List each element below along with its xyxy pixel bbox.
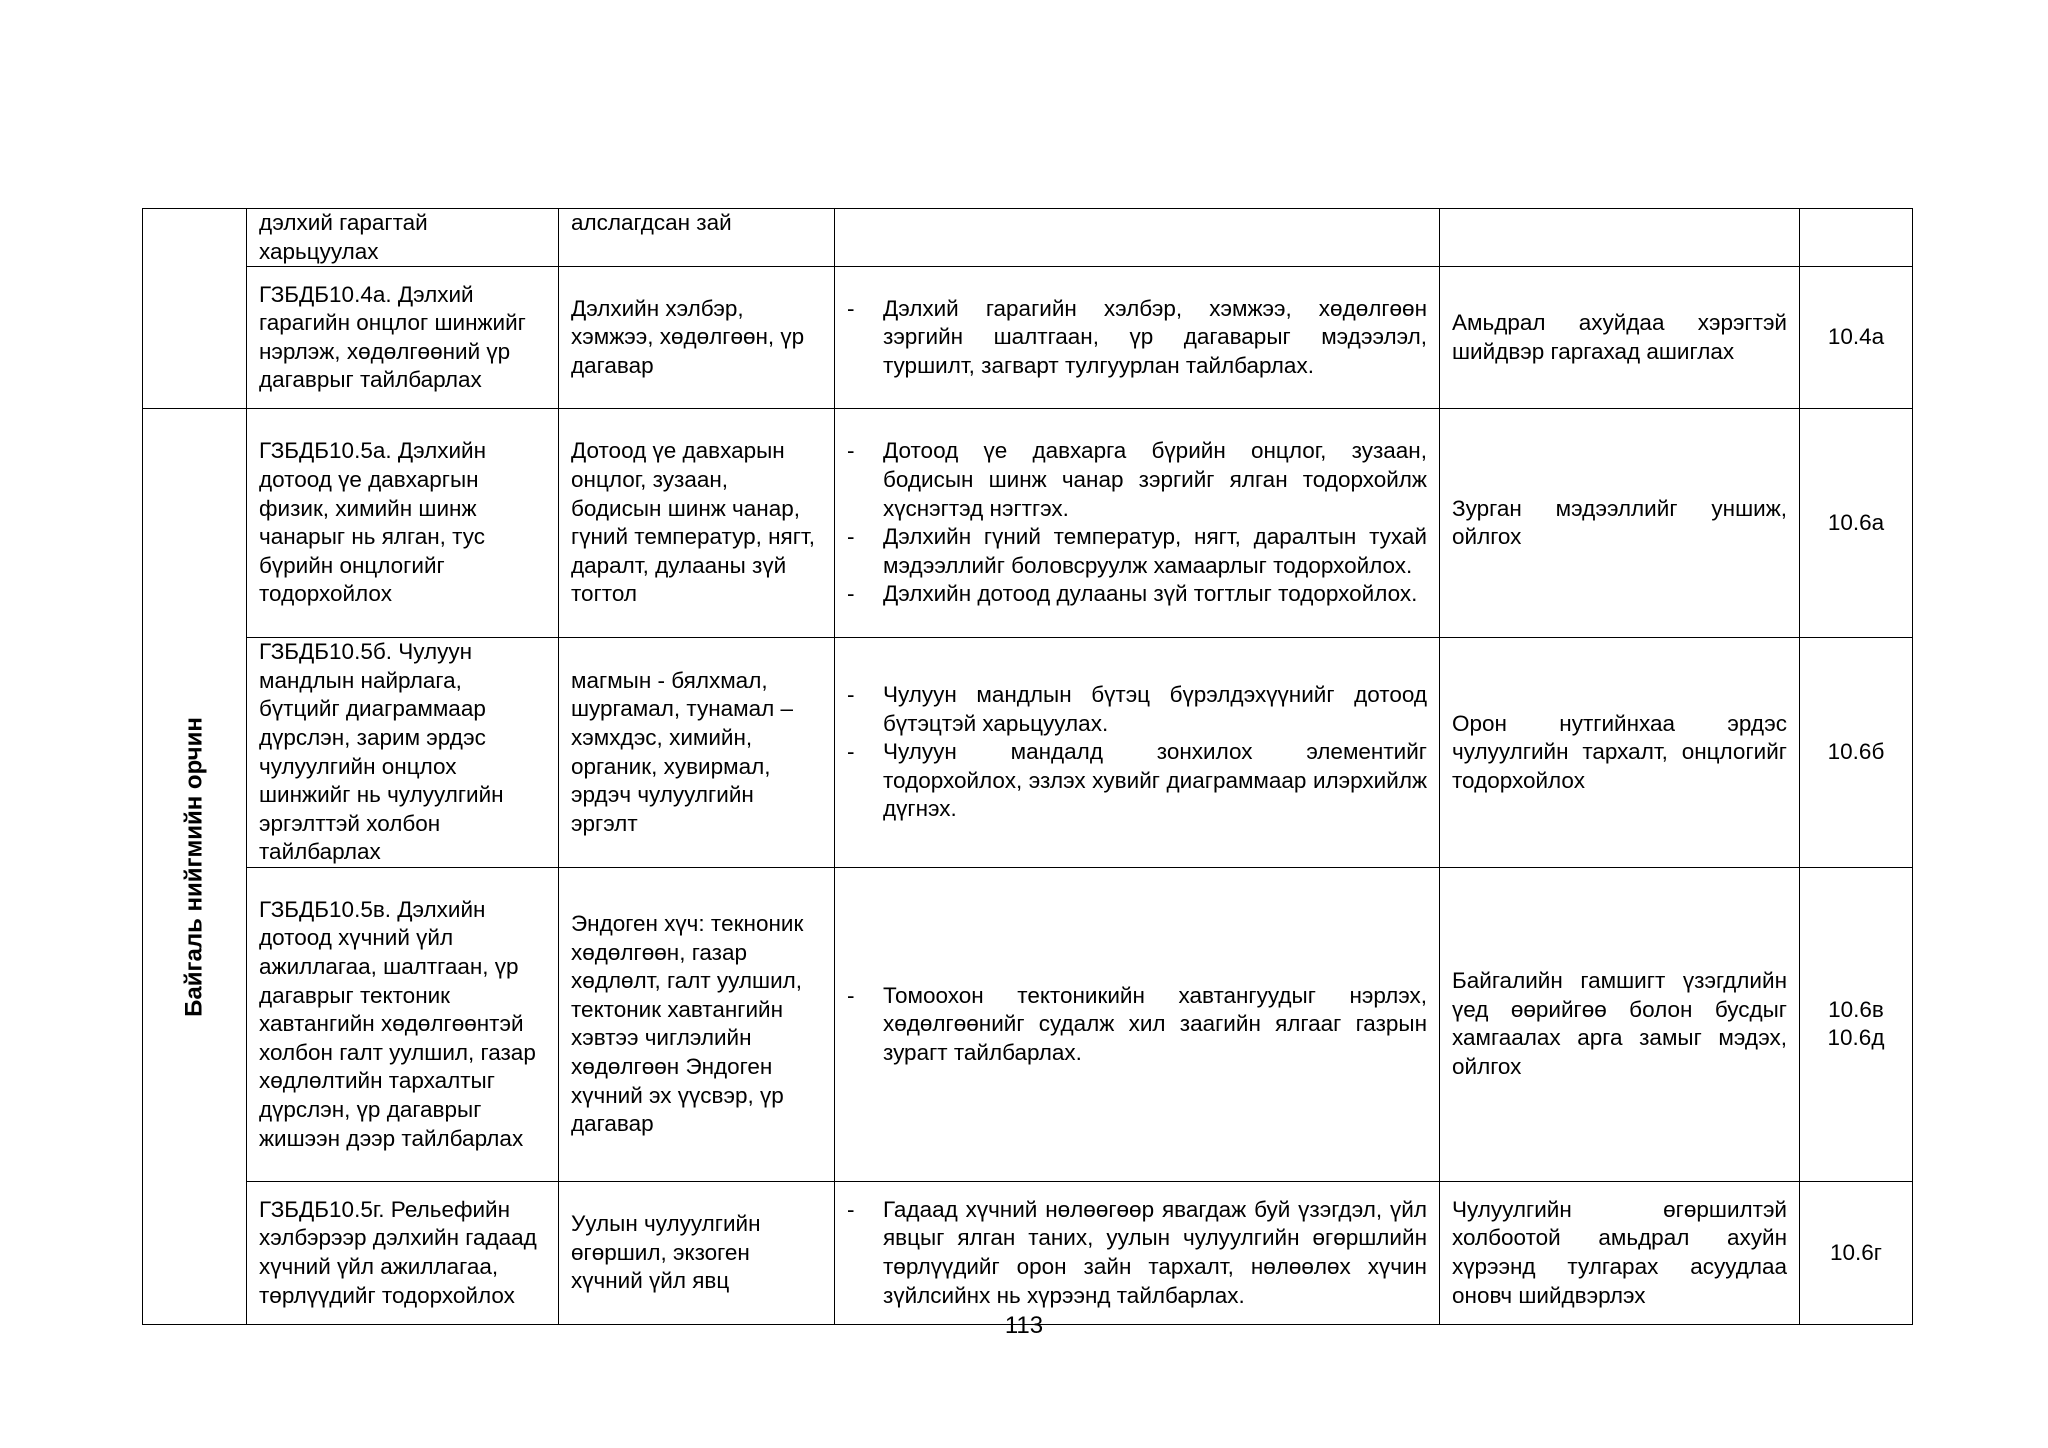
content-cell: Эндоген хүч: тeкноник хөдөлгөөн, газар хөдлөлт, галт уулшил, тектоник хавтангийн хэвтээ чиглэлийн хөдөлгөөн Эндоген хүчний эх үүсвэр, үр дагавар — [559, 867, 835, 1181]
theme-cell — [143, 409, 247, 1325]
activities-cell — [835, 209, 1440, 267]
activities-list — [847, 437, 1427, 609]
table-row — [143, 1181, 1913, 1324]
code-cell — [1800, 209, 1913, 267]
curriculum-table — [142, 208, 1913, 1325]
table-row — [143, 409, 1913, 638]
activities-cell — [835, 1181, 1440, 1324]
table-row — [143, 867, 1913, 1181]
code-cell: 10.4а — [1800, 267, 1913, 409]
application-cell: Чулуулгийн өгөршилтэй холбоотой амьдрал ахуйн хүрээнд тулгарах асуудлаа оновч шийдвэрлэх — [1440, 1181, 1800, 1324]
goal-cell: дэлхий гарагтай харьцуулах — [247, 209, 559, 267]
theme-label: Байгаль нийгмийн орчин — [180, 716, 208, 1017]
goal-cell: ГЗБДБ10.5в. Дэлхийн дотоод хүчний үйл ажиллагаа, шалтгаан, үр дагаврыг тектоник хавтангийн хөдөлгөөнтэй холбон галт уулшил, газар хөдлөлтийн тархалтыг дүрслэн, үр дагаврыг жишээн дээр тайлбарлах — [247, 867, 559, 1181]
activities-list — [847, 1196, 1427, 1310]
table-row — [143, 209, 1913, 267]
activities-list — [847, 295, 1427, 381]
code-cell: 10.6б — [1800, 638, 1913, 868]
goal-cell: ГЗБДБ10.5б. Чулуун мандлын найрлага, бүтцийг диаграммаар дүрслэн, зарим эрдэс чулуулгийн онцлох шинжийг нь чулуулгийн эргэлттэй холбон тайлбарлах — [247, 638, 559, 868]
goal-cell: ГЗБДБ10.5а. Дэлхийн дотоод үе давхаргын физик, химийн шинж чанарыг нь ялган, тус бүрийн онцлогийг тодорхойлох — [247, 409, 559, 638]
activities-cell — [835, 867, 1440, 1181]
application-cell: Байгалийн гамшигт үзэгдлийн үед өөрийгөө болон бусдыг хамгаалах арга замыг мэдэх, ойлгох — [1440, 867, 1800, 1181]
content-cell: Дэлхийн хэлбэр, хэмжээ, хөдөлгөөн, үр дагавар — [559, 267, 835, 409]
activity-item: - Дэлхий гарагийн хэлбэр, хэмжээ, хөдөлгөөн зэргийн шалтгаан, үр дагаварыг мэдээлэл, туршилт, загварт тулгуурлан тайлбарлах. — [847, 295, 1427, 381]
content-cell: алслагдсан зай — [559, 209, 835, 267]
application-cell: Зурган мэдээллийг уншиж, ойлгох — [1440, 409, 1800, 638]
content-cell: Дотоод үе давхарын онцлог, зузаан, бодисын шинж чанар, гүний температур, нягт, даралт, дулааны зүй тогтол — [559, 409, 835, 638]
page-number: 113 — [1004, 1312, 1044, 1339]
activity-item: - Чулуун мандлын бүтэц бүрэлдэхүүнийг дотоод бүтэцтэй харьцуулах. — [847, 681, 1427, 738]
activity-item: - Дэлхийн дотоод дулааны зүй тогтлыг тодорхойлох. — [847, 580, 1427, 609]
application-cell — [1440, 209, 1800, 267]
application-cell: Амьдрал ахуйдаа хэрэгтэй шийдвэр гаргахад ашиглах — [1440, 267, 1800, 409]
table-row — [143, 638, 1913, 868]
activity-item: - Гадаад хүчний нөлөөгөөр явагдаж буй үзэгдэл, үйл явцыг ялган таних, уулын чулуулгийн өгөршлийн төрлүүдийг орон зайн тархалт, нөлөөлөх хүчин зүйлсийнх нь хүрээнд тайлбарлах. — [847, 1196, 1427, 1310]
theme-cell-empty — [143, 209, 247, 409]
activity-item: - Чулуун мандалд зонхилох элементийг тодорхойлох, эзлэх хувийг диаграммаар илэрхийлж дүгнэх. — [847, 738, 1427, 824]
goal-cell: ГЗБДБ10.4а. Дэлхий гарагийн онцлог шинжийг нэрлэж, хөдөлгөөний үр дагаврыг тайлбарлах — [247, 267, 559, 409]
activities-list — [847, 681, 1427, 824]
code-cell: 10.6в 10.6д — [1800, 867, 1913, 1181]
application-cell: Орон нутгийнхаа эрдэс чулуулгийн тархалт, онцлогийг тодорхойлох — [1440, 638, 1800, 868]
activities-cell — [835, 638, 1440, 868]
code-cell: 10.6а — [1800, 409, 1913, 638]
table-row — [143, 267, 1913, 409]
code-cell: 10.6г — [1800, 1181, 1913, 1324]
content-cell: Уулын чулуулгийн өгөршил, экзоген хүчний үйл явц — [559, 1181, 835, 1324]
goal-cell: ГЗБДБ10.5г. Рельефийн хэлбэрээр дэлхийн гадаад хүчний үйл ажиллагаа, төрлүүдийг тодорхойлох — [247, 1181, 559, 1324]
activity-item: - Дотоод үе давхарга бүрийн онцлог, зузаан, бодисын шинж чанар зэргийг ялган тодорхойлж хүснэгтэд нэгтгэх. — [847, 437, 1427, 523]
activities-list — [847, 982, 1427, 1068]
activities-cell — [835, 409, 1440, 638]
activities-cell — [835, 267, 1440, 409]
activity-item: - Томоохон тектоникийн хавтангуудыг нэрлэх, хөдөлгөөнийг судалж хил заагийн ялгааг газрын зурагт тайлбарлах. — [847, 982, 1427, 1068]
content-cell: магмын - бялхмал, шургамал, тунамал – хэмхдэс, химийн, органик, хувирмал, эрдэч чулуулгийн эргэлт — [559, 638, 835, 868]
activity-item: - Дэлхийн гүний температур, нягт, даралтын тухай мэдээллийг боловсруулж хамаарлыг тодорхойлох. — [847, 523, 1427, 580]
